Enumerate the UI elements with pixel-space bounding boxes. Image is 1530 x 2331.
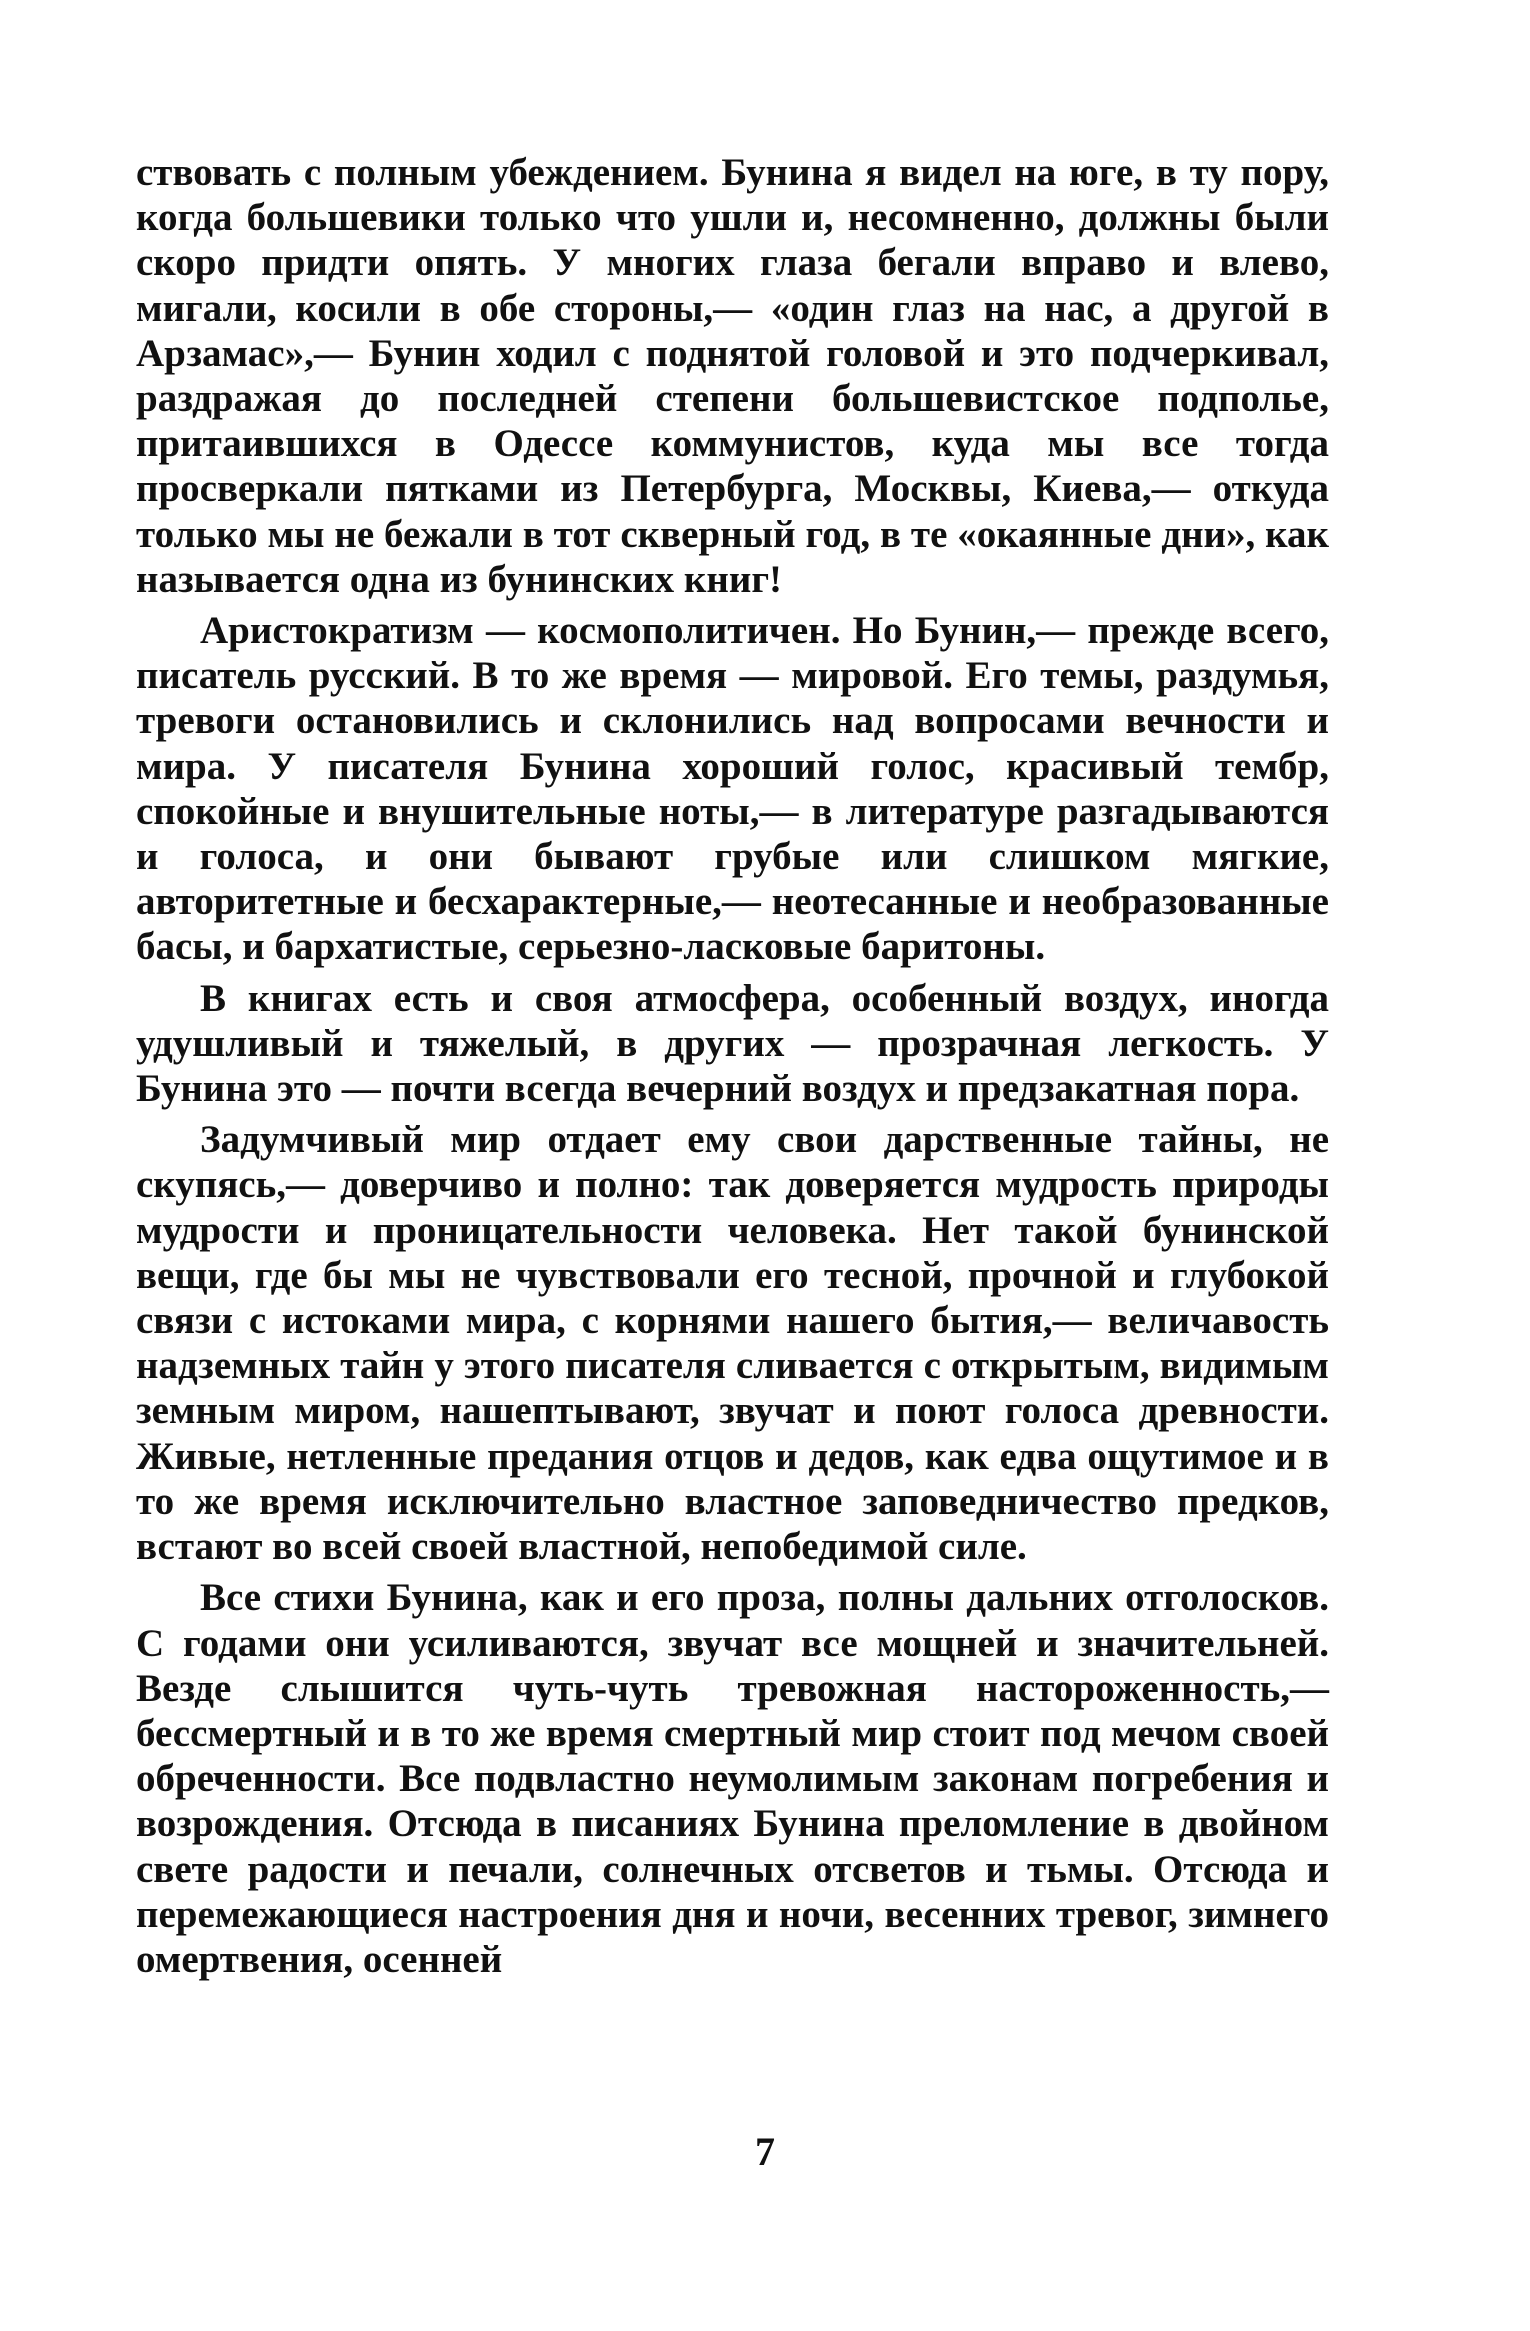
paragraph-3: В книгах есть и своя атмосфера, особенный воздух, иногда удушливый и тяжелый, в других — прозрачная легкость. У Бунина это — почти всегда вечерний воздух и предзакатная пора. bbox=[136, 976, 1329, 1111]
page-number: 7 bbox=[755, 2129, 775, 2174]
paragraph-1: ствовать с полным убеждением. Бунина я видел на юге, в ту пору, когда большевики только что ушли и, несомненно, должны были скоро придти опять. У многих глаза бегали вправо и влево, мигали, косили в обе стороны,— «один глаз на нас, а другой в Арзамас»,— Бунин ходил с поднятой головой и это подчеркивал, раздражая до последней степени большевистское подполье, притаившихся в Одессе коммунистов, куда мы все тогда просверкали пятками из Петербурга, Москвы, Киева,— откуда только мы не бежали в тот скверный год, в те «окаянные дни», как называется одна из бунинских книг! bbox=[136, 151, 1329, 601]
paragraph-4: Задумчивый мир отдает ему свои дарственные тайны, не скупясь,— доверчиво и полно: так доверяется мудрость природы мудрости и проницательности человека. Нет такой бунинской вещи, где бы мы не чувствовали его тесной, прочной и глубокой связи с истоками мира, с корнями нашего бытия,— величавость надземных тайн у этого писателя сливается с открытым, видимым земным миром, нашептывают, звучат и поют голоса древности. Живые, нетленные предания отцов и дедов, как едва ощутимое и в то же время исключительно властное заповедничество предков, встают во всей своей властной, непобедимой силе. bbox=[136, 1118, 1329, 1569]
page-text bbox=[136, 150, 1329, 1982]
paragraph-5: Все стихи Бунина, как и его проза, полны дальних отголосков. С годами они усиливаются, звучат все мощней и значительней. Везде слышится чуть-чуть тревожная настороженность,— бессмертный и в то же время смертный мир стоит под мечом своей обреченности. Все подвластно неумолимым законам погребения и возрождения. Отсюда в писаниях Бунина преломление в двойном свете радости и печали, солнечных отсветов и тьмы. Отсюда и перемежающиеся настроения дня и ночи, весенних тревог, зимнего омертвения, осенней bbox=[136, 1576, 1329, 1981]
paragraph-2: Аристократизм — космополитичен. Но Бунин,— прежде всего, писатель русский. В то же время — мировой. Его темы, раздумья, тревоги остановились и склонились над вопросами вечности и мира. У писателя Бунина хороший голос, красивый тембр, спокойные и внушительные ноты,— в литературе разгадываются и голоса, и они бывают грубые или слишком мягкие, авторитетные и бесхарактерные,— неотесанные и необразованные басы, и бархатистые, серьезно-ласковые баритоны. bbox=[136, 609, 1329, 969]
